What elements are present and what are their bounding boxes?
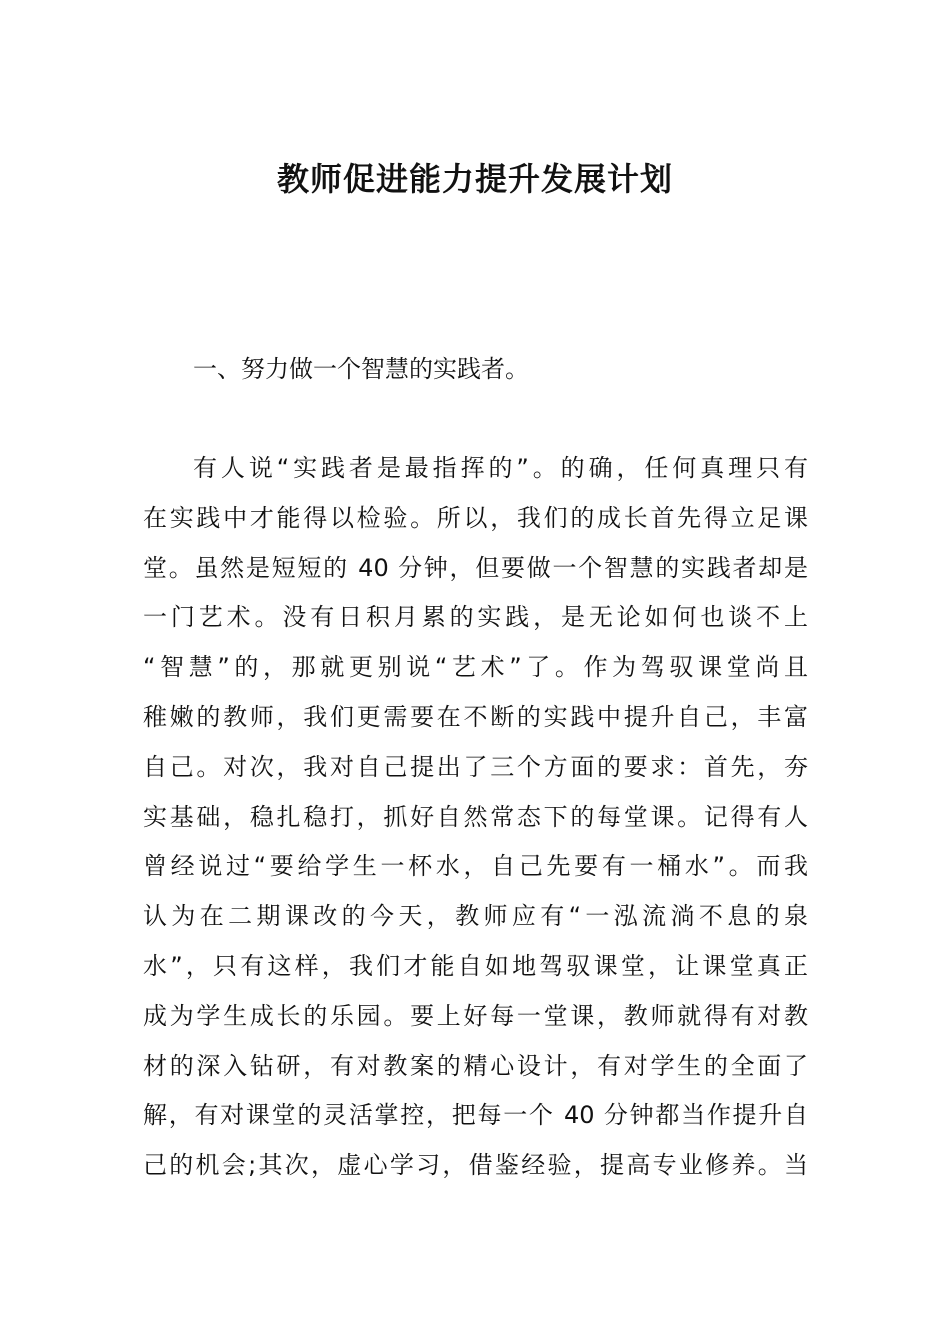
paragraph-line: 实基础，稳扎稳打，抓好自然常态下的每堂课。记得有人 xyxy=(143,802,808,831)
paragraph-body xyxy=(143,444,808,1191)
section-heading: 一、努力做一个智慧的实践者。 xyxy=(193,355,529,383)
paragraph-line: 在实践中才能得以检验。所以，我们的成长首先得立足课 xyxy=(143,503,808,532)
paragraph-line: “智慧”的，那就更别说“艺术”了。作为驾驭课堂尚且 xyxy=(143,653,808,682)
paragraph-line: 稚嫩的教师，我们更需要在不断的实践中提升自己，丰富 xyxy=(143,702,808,731)
paragraph-line: 水”，只有这样，我们才能自如地驾驭课堂，让课堂真正 xyxy=(143,951,808,980)
paragraph-line: 自己。对次，我对自己提出了三个方面的要求：首先，夯 xyxy=(143,752,808,781)
paragraph-line: 己的机会;其次，虚心学习，借鉴经验，提高专业修养。当 xyxy=(143,1151,808,1180)
paragraph-line: 堂。虽然是短短的 40 分钟，但要做一个智慧的实践者却是 xyxy=(143,553,808,582)
paragraph-line: 曾经说过“要给学生一杯水，自己先要有一桶水”。而我 xyxy=(143,852,808,881)
paragraph-line: 一门艺术。没有日积月累的实践，是无论如何也谈不上 xyxy=(143,603,808,632)
paragraph-line: 有人说“实践者是最指挥的”。的确，任何真理只有 xyxy=(193,454,808,482)
paragraph-line: 解，有对课堂的灵活掌控，把每一个 40 分钟都当作提升自 xyxy=(143,1101,808,1130)
paragraph-line: 材的深入钻研，有对教案的精心设计，有对学生的全面了 xyxy=(143,1051,808,1080)
paragraph-line: 成为学生成长的乐园。要上好每一堂课，教师就得有对教 xyxy=(143,1001,808,1030)
paragraph-line: 认为在二期课改的今天，教师应有“一泓流淌不息的泉 xyxy=(143,902,808,931)
document-title: 教师促进能力提升发展计划 xyxy=(276,160,673,198)
